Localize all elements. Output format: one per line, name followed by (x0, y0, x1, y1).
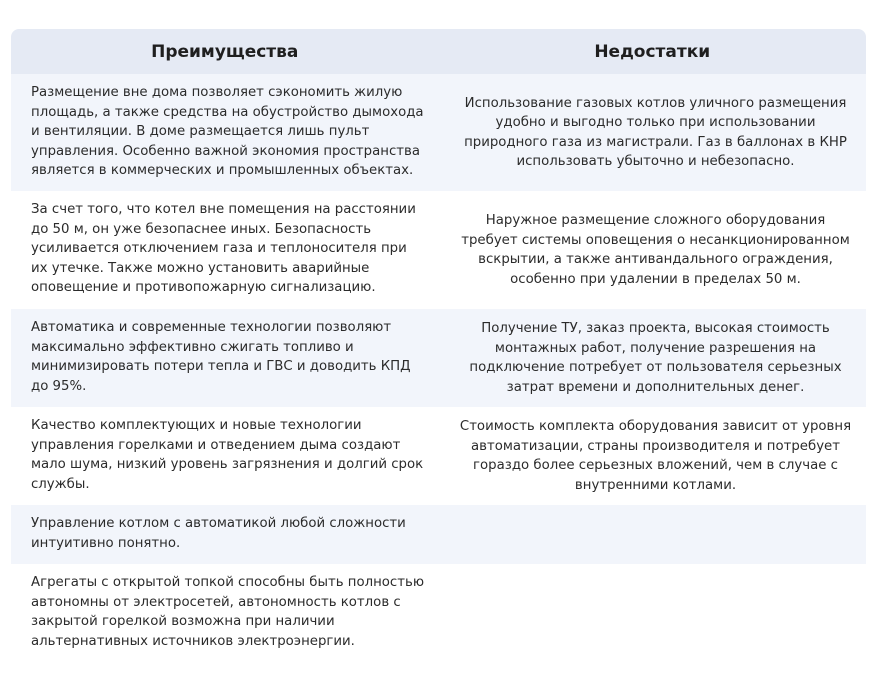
advantage-cell: Размещение вне дома позволяет сэкономить жилую площадь, а также средства на обустройство дымохода и вентиляции. В доме размещается лишь пульт управления. Особенно важной экономия пространства является в коммерческих и промышленных объектах. (31, 85, 424, 178)
disadvantage-cell: Стоимость комплекта оборудования зависит от уровня автоматизации, страны производителя и потребует гораздо более серьезных вложений, чем в случае с внутренними котлами. (459, 419, 852, 493)
disadvantage-cell (445, 564, 866, 662)
disadvantage-cell: Использование газовых котлов уличного размещения удобно и выгодно только при использовании природного газа из магистрали. Газ в баллонах в КНР использовать убыточно и небезопасно. (464, 95, 847, 169)
table-row (11, 191, 866, 309)
table-header (11, 29, 866, 74)
advantage-cell: Управление котлом с автоматикой любой сложности интуитивно понятно. (31, 516, 406, 551)
table-row (11, 505, 866, 564)
disadvantage-cell: Получение ТУ, заказ проекта, высокая стоимость монтажных работ, получение разрешения на подключение потребует от пользователя серьезных затрат времени и дополнительных денег. (469, 321, 842, 395)
table-row (11, 309, 866, 407)
advantage-cell: Агрегаты с открытой топкой способны быть полностью автономны от электросетей, автономность котлов с закрытой горелкой возможна при наличии альтернативных источников электроэнергии. (31, 575, 425, 649)
advantage-cell: Качество комплектующих и новые технологии управления горелками и отведением дыма создают мало шума, низкий уровень загрязнения и долгий срок службы. (31, 418, 424, 492)
pros-cons-table (11, 29, 866, 662)
table-row (11, 407, 866, 505)
disadvantage-cell (445, 505, 866, 564)
header-disadvantages: Недостатки (594, 41, 711, 62)
header-advantages: Преимущества (151, 41, 299, 62)
disadvantage-cell: Наружное размещение сложного оборудования требует системы оповещения о несанкционированном вскрытии, а также антивандального ограждения, особенно при удалении в пределах 50 м. (461, 213, 850, 287)
table-row (11, 564, 866, 662)
table-row (11, 74, 866, 191)
advantage-cell: За счет того, что котел вне помещения на расстоянии до 50 м, он уже безопаснее иных. Безопасность усиливается отключением газа и теплоносителя при их утечке. Также можно установить аварийные оповещение и противопожарную сигнализацию. (31, 202, 416, 295)
advantage-cell: Автоматика и современные технологии позволяют максимально эффективно сжигать топливо и минимизировать потери тепла и ГВС и доводить КПД до 95%. (31, 320, 411, 394)
